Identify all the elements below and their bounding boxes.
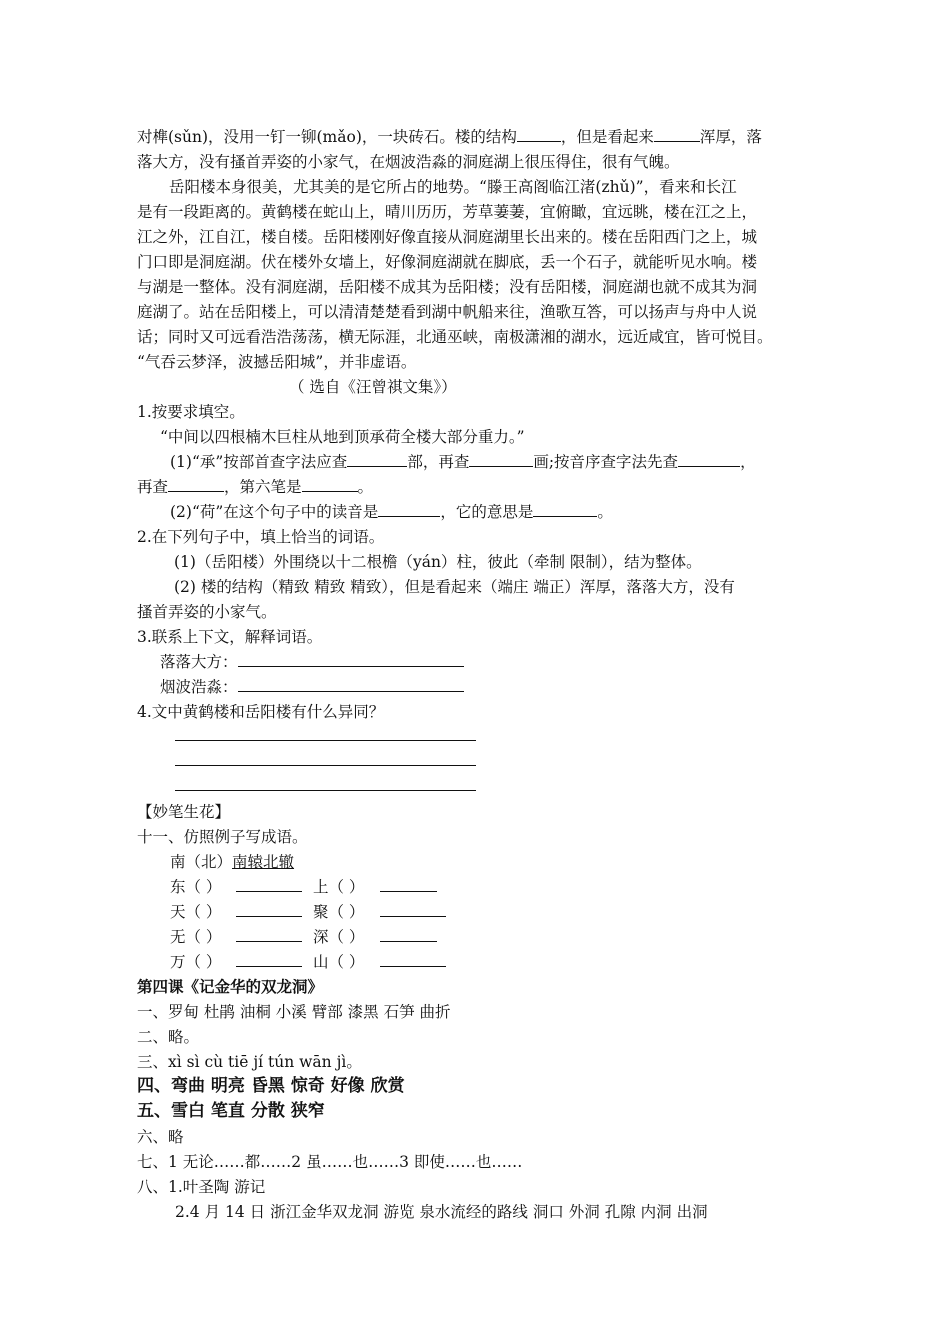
passage-line: 门口即是洞庭湖。伏在楼外女墙上，好像洞庭湖就在脚底，丢一个石子，就能听见水响。楼	[137, 253, 758, 271]
answer-blank[interactable]	[469, 452, 533, 467]
answer-blank[interactable]	[380, 966, 446, 967]
text: 。	[357, 478, 374, 496]
idiom-item: 深（ ）	[313, 928, 365, 946]
text: 再查	[137, 478, 169, 496]
example-answer: 南辕北辙	[232, 853, 295, 871]
passage-line: 江之外，江自江，楼自楼。岳阳楼刚好像直接从洞庭湖里长出来的。楼在岳阳西门之上，城	[137, 228, 758, 246]
question-title: 3.联系上下文，解释词语。	[137, 628, 323, 646]
text: 对榫(sǔn)，没用一钉一铆(mǎo)，一块砖石。楼的结构	[137, 128, 517, 146]
answer-line: 六、略	[137, 1128, 184, 1146]
text: 浑厚，落	[699, 128, 762, 146]
answer-blank[interactable]	[380, 941, 437, 942]
lesson-title: 第四课《记金华的双龙洞》	[137, 978, 324, 996]
question-line	[160, 652, 464, 672]
passage-line: “气吞云梦泽，波撼岳阳城”，并非虚语。	[137, 353, 417, 371]
idiom-item: 山（ ）	[313, 953, 365, 971]
answer-line[interactable]	[175, 765, 476, 766]
example-line	[170, 852, 294, 872]
question-title: 4.文中黄鹤楼和岳阳楼有什么异同？	[137, 703, 385, 721]
answer-line: 二、略。	[137, 1028, 200, 1046]
idiom-item: 东（ ）	[170, 878, 222, 896]
text: 南（北）	[170, 853, 233, 871]
question-title: 2.在下列句子中，填上恰当的词语。	[137, 528, 385, 546]
text: 画;按音序查字法先查	[533, 453, 679, 471]
answer-blank[interactable]	[236, 891, 302, 892]
text: (2)“荷”在这个句子中的读音是	[170, 503, 379, 521]
question-line	[170, 502, 613, 522]
passage-line: 岳阳楼本身很美，尤其美的是它所占的地势。“滕王高阁临江渚(zhǔ)”，看来和长江	[169, 178, 737, 196]
answer-blank[interactable]	[168, 477, 224, 492]
question-title: 1.按要求填空。	[137, 403, 245, 421]
text: 落落大方：	[160, 653, 238, 671]
answer-line: 五、雪白 笔直 分散 狭窄	[137, 1101, 325, 1121]
section-title: 【妙笔生花】	[137, 803, 231, 821]
answer-blank[interactable]	[347, 452, 407, 467]
question-title: 十一、仿照例子写成语。	[137, 828, 308, 846]
answer-line: 四、弯曲 明亮 昏黑 惊奇 好像 欣赏	[137, 1076, 405, 1096]
answer-blank[interactable]	[238, 652, 464, 667]
answer-blank[interactable]	[236, 916, 302, 917]
answer-blank[interactable]	[236, 966, 302, 967]
answer-blank[interactable]	[238, 677, 464, 692]
question-line	[170, 452, 756, 472]
answer-blank[interactable]	[533, 502, 597, 517]
question-line	[160, 677, 464, 697]
passage-line	[137, 127, 762, 147]
passage-line: 落大方，没有搔首弄姿的小家气，在烟波浩淼的洞庭湖上很压得住，很有气魄。	[137, 153, 680, 171]
answer-blank[interactable]	[236, 941, 302, 942]
text: ，第六笔是	[224, 478, 302, 496]
answer-blank[interactable]	[302, 477, 358, 492]
question-line: (1)（岳阳楼）外围绕以十二根檐（yán）柱，彼此（牵制 限制），结为整体。	[174, 553, 702, 571]
idiom-item: 聚（ ）	[313, 903, 365, 921]
answer-blank[interactable]	[378, 502, 440, 517]
answer-blank[interactable]	[654, 127, 700, 142]
passage-line: 是有一段距离的。黄鹤楼在蛇山上，晴川历历，芳草萋萋，宜俯瞰，宜远眺，楼在江之上，	[137, 203, 758, 221]
text: ，	[740, 453, 756, 471]
text: 部，再查	[407, 453, 470, 471]
passage-line: 庭湖了。站在岳阳楼上，可以清清楚楚看到湖中帆船来往，渔歌互答，可以扬声与舟中人说	[137, 303, 758, 321]
answer-line: 2.4 月 14 日 浙江金华双龙洞 游览 泉水流经的路线 洞口 外洞 孔隙 内洞 出洞	[175, 1203, 708, 1221]
passage-line: 话；同时又可远看浩浩荡荡，横无际涯，北通巫峡，南极潇湘的湖水，远近咸宜，皆可悦目。	[137, 328, 773, 346]
text: ，它的意思是	[440, 503, 534, 521]
text: ，但是看起来	[560, 128, 654, 146]
answer-line: 三、xì sì cù tiē jí tún wān jì。	[137, 1053, 362, 1071]
idiom-item: 无（ ）	[170, 928, 222, 946]
question-line: 搔首弄姿的小家气。	[137, 603, 277, 621]
text: 烟波浩淼：	[160, 678, 238, 696]
idiom-item: 天（ ）	[170, 903, 222, 921]
answer-blank[interactable]	[517, 127, 561, 142]
idiom-item: 上（ ）	[313, 878, 365, 896]
source-citation: （ 选自《汪曾祺文集》）	[289, 378, 457, 396]
answer-blank[interactable]	[380, 891, 437, 892]
answer-line[interactable]	[175, 790, 476, 791]
answer-line: 八、1.叶圣陶 游记	[137, 1178, 266, 1196]
question-line: (2) 楼的结构（精致 精致 精致），但是看起来（端庄 端正）浑厚，落落大方，没有	[174, 578, 735, 596]
text: (1)“承”按部首查字法应查	[170, 453, 348, 471]
text: 。	[597, 503, 613, 521]
answer-line: 七、1 无论……都……2 虽……也……3 即使……也……	[137, 1153, 523, 1171]
question-line	[137, 477, 373, 497]
answer-line: 一、罗甸 杜鹃 油桐 小溪 臂部 漆黑 石笋 曲折	[137, 1003, 451, 1021]
answer-blank[interactable]	[678, 452, 740, 467]
question-quote: “中间以四根楠木巨柱从地到顶承荷全楼大部分重力。”	[160, 428, 525, 446]
passage-line: 与湖是一整体。没有洞庭湖，岳阳楼不成其为岳阳楼；没有岳阳楼，洞庭湖也就不成其为洞	[137, 278, 758, 296]
answer-line[interactable]	[175, 740, 476, 741]
idiom-item: 万（ ）	[170, 953, 222, 971]
answer-blank[interactable]	[380, 916, 446, 917]
